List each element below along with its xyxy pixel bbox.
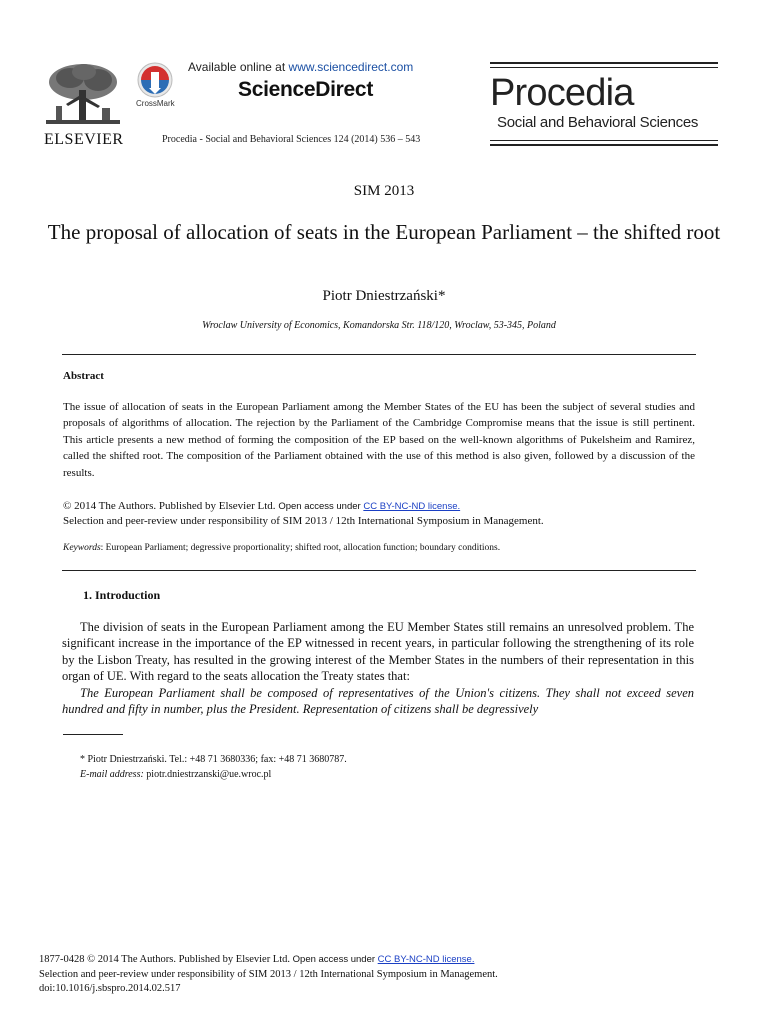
keywords-label: Keywords	[63, 543, 101, 553]
section-heading-introduction: 1. Introduction	[83, 588, 161, 602]
sciencedirect-url-link[interactable]: www.sciencedirect.com	[288, 60, 414, 74]
publisher-name: ELSEVIER	[44, 131, 124, 148]
footnote-rule	[63, 734, 123, 735]
sciencedirect-logo: ScienceDirect	[238, 78, 374, 101]
abstract-heading: Abstract	[63, 370, 104, 382]
footer-license-link[interactable]: CC BY-NC-ND license.	[377, 954, 475, 965]
corresponding-author-footnote	[80, 752, 347, 782]
introduction-body	[62, 619, 694, 717]
page-footer	[39, 953, 498, 997]
treaty-quote: The European Parliament shall be composed of representatives of the Union's citizens. They shall not exceed seven hundred and fifty in number, plus the President. Representation of citizens shall be degressively	[62, 685, 694, 717]
author-affiliation: Wroclaw University of Economics, Komandorska Str. 118/120, Wroclaw, 53-345, Poland	[202, 320, 556, 331]
license-link[interactable]: CC BY-NC-ND license.	[363, 501, 461, 512]
keywords-text: : European Parliament; degressive proportionality; shifted root, allocation function; boundary conditions.	[100, 543, 501, 553]
procedia-logo: Procedia	[490, 72, 634, 114]
doi[interactable]: doi:10.1016/j.sbspro.2014.02.517	[39, 983, 181, 994]
peer-review-text: Selection and peer-review under responsibility of SIM 2013 / 12th International Symposium in Management.	[63, 515, 544, 527]
conference-name: SIM 2013	[353, 183, 415, 199]
abstract-top-rule	[62, 354, 696, 355]
procedia-rule	[490, 62, 718, 64]
procedia-rule	[490, 140, 718, 141]
available-online-line	[188, 60, 413, 74]
crossmark-label: CrossMark	[136, 99, 175, 108]
procedia-subtitle: Social and Behavioral Sciences	[497, 114, 699, 131]
author-contact: * Piotr Dniestrzański. Tel.: +48 71 3680336; fax: +48 71 3680787.	[80, 754, 347, 765]
article-title: The proposal of allocation of seats in the European Parliament – the shifted root	[47, 220, 721, 244]
footer-peer-review: Selection and peer-review under responsibility of SIM 2013 / 12th International Symposium in Management.	[39, 968, 498, 980]
abstract-text: The issue of allocation of seats in the European Parliament among the Member States of the EU has been the subject of several studies and proposals of algorithms of allocation. The rejection by the Parliament of the Cambridge Compromise means that the issue is still pertinent. This article presents a new method of forming the composition of the EP based on the well-known algorithms of Pukelsheim and Ramirez, called the shifted root. The composition of the Parliament obtained with the use of this method is also given, followed by a discussion of the results.	[63, 401, 695, 479]
footer-open-access-label: Open access under	[292, 954, 378, 965]
copyright-text: © 2014 The Authors. Published by Elsevier Ltd.	[63, 500, 276, 512]
abstract-bottom-rule	[62, 570, 696, 571]
author-email: piotr.dniestrzanski@ue.wroc.pl	[143, 769, 272, 780]
copyright-block	[63, 499, 697, 528]
procedia-rule	[490, 67, 718, 68]
elsevier-tree-logo-icon	[42, 60, 124, 130]
open-access-label: Open access under	[278, 501, 364, 512]
keywords-line	[63, 543, 500, 553]
author-name: Piotr Dniestrzański*	[322, 288, 446, 304]
email-label: E-mail address:	[80, 769, 144, 780]
crossmark-icon[interactable]	[137, 62, 173, 98]
procedia-rule	[490, 144, 718, 146]
issn-copyright: 1877-0428 © 2014 The Authors. Published by Elsevier Ltd.	[39, 954, 291, 965]
journal-citation: Procedia - Social and Behavioral Sciences 124 (2014) 536 – 543	[162, 134, 421, 145]
available-prefix: Available online at	[188, 60, 289, 74]
introduction-paragraph: The division of seats in the European Parliament among the EU Member States still remains an unresolved problem. The significant increase in the importance of the EP witnessed in recent years, in particular following the strengthening of its role by the Lisbon Treaty, has resulted in the growing interest of the Member States in the numbers of their representation in this organ of UE. With regard to the seats allocation the Treaty states that:	[62, 620, 694, 684]
